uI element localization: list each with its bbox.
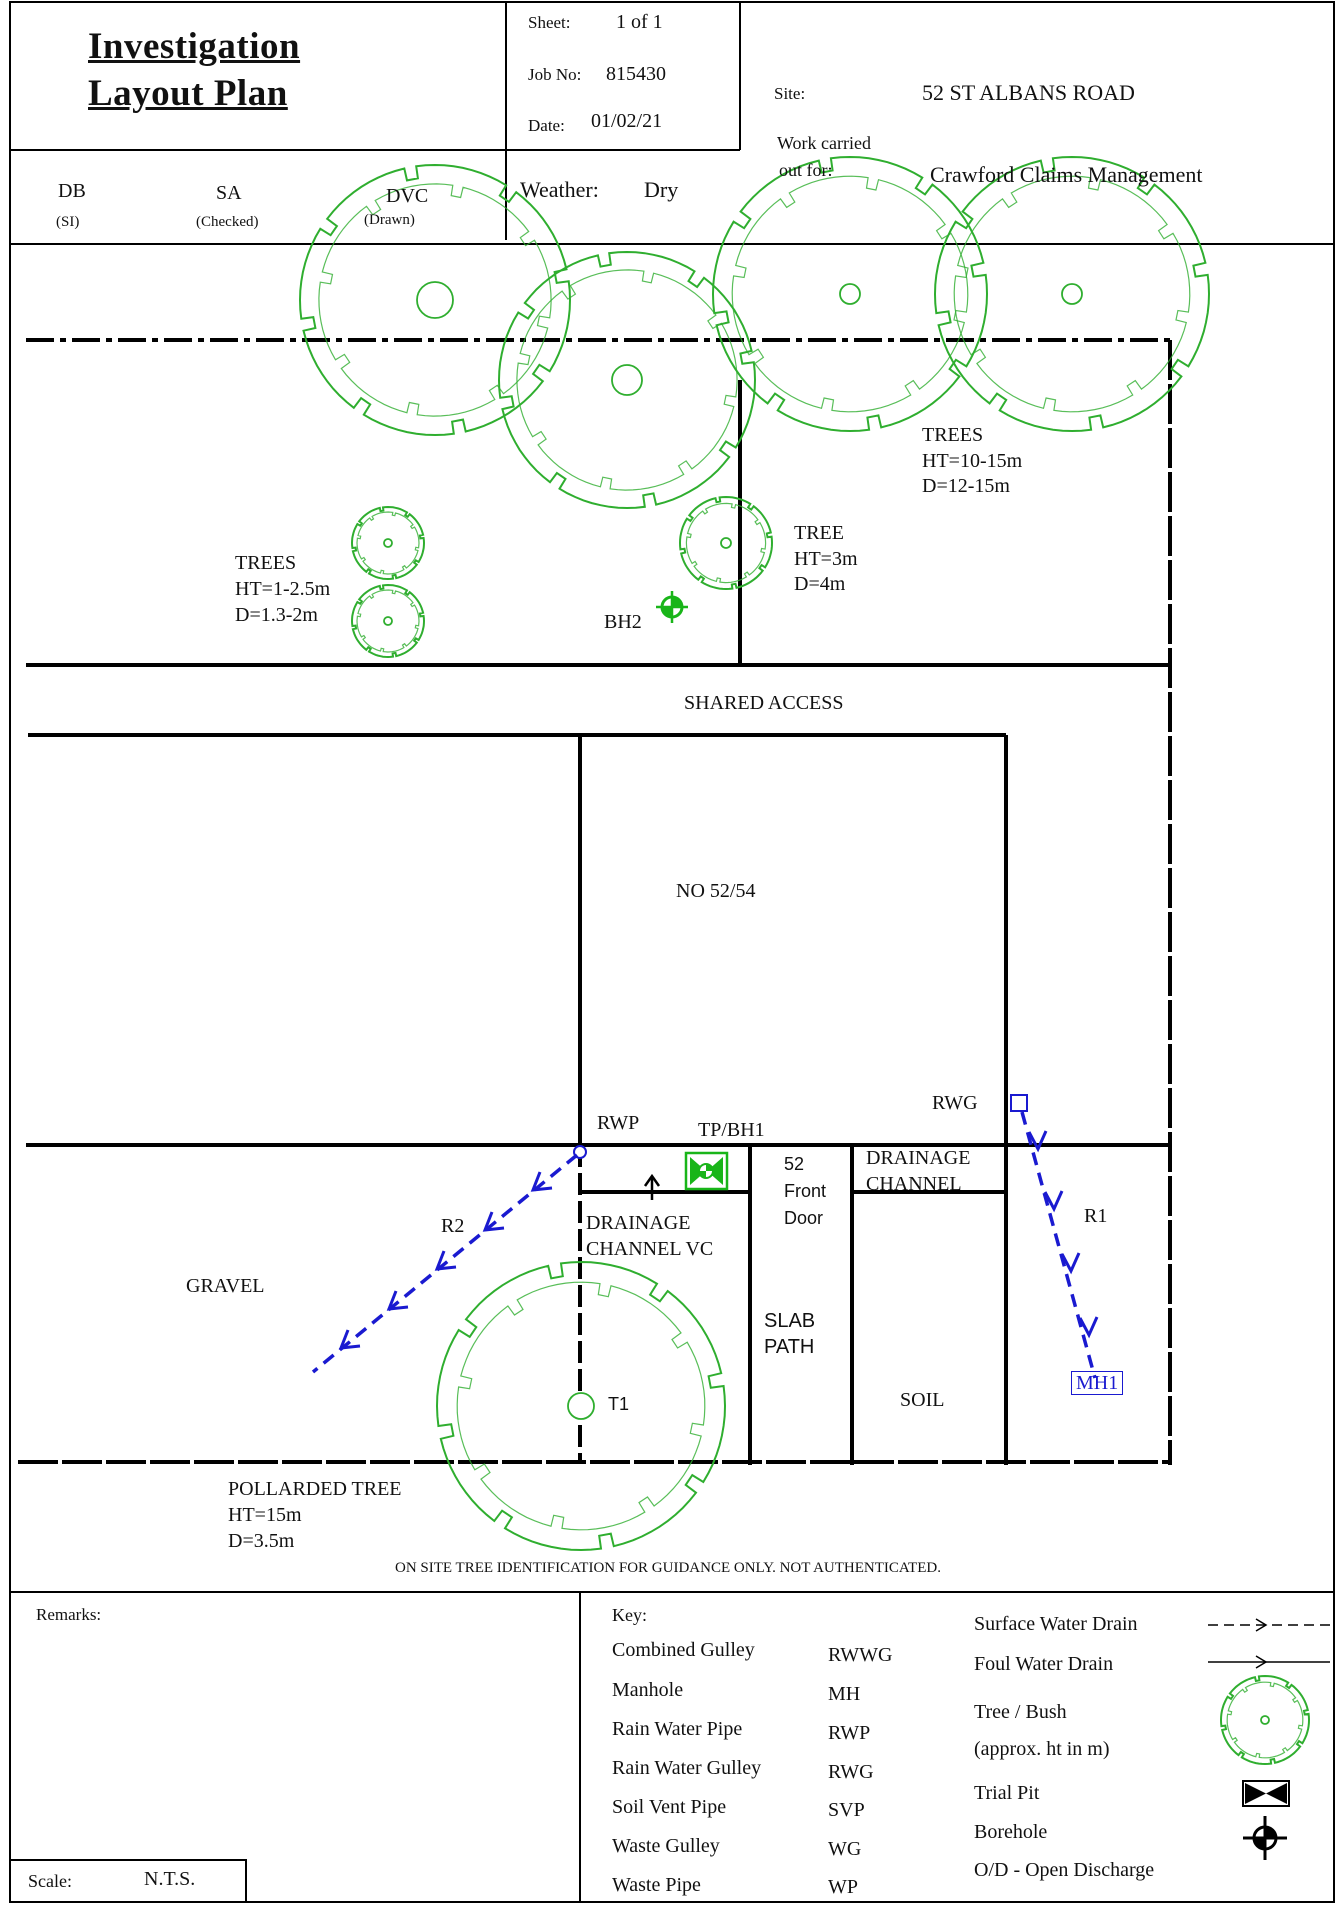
legend-foul-water-label: Foul Water Drain: [974, 1653, 1114, 1675]
legend-tree-bush-icon: [1221, 1676, 1309, 1764]
legend-borehole-icon: [1243, 1816, 1287, 1860]
key-item-name: Waste Pipe: [612, 1874, 701, 1896]
key-item-name: Soil Vent Pipe: [612, 1796, 727, 1818]
staff-drawn-role: (Drawn): [364, 212, 415, 228]
tree-single-label: TREE: [794, 522, 844, 544]
key-item-code: RWWG: [828, 1644, 893, 1666]
bh2-label: BH2: [604, 611, 642, 633]
rwp-label: RWP: [597, 1112, 640, 1134]
gravel-label: GRAVEL: [186, 1275, 265, 1297]
legend-borehole-label: Borehole: [974, 1821, 1048, 1843]
rwg-icon: [1011, 1095, 1027, 1111]
drainage-channel-arrow: [645, 1176, 659, 1200]
legend-tree-bush-note: (approx. ht in m): [974, 1738, 1110, 1760]
key-item-code: WP: [828, 1876, 858, 1898]
staff-checked-role: (Checked): [196, 214, 259, 230]
work-carried-label: Work carried: [777, 133, 871, 153]
soil-label: SOIL: [900, 1389, 945, 1411]
tree-canopy-icon: [300, 165, 570, 435]
r1-label: R1: [1084, 1205, 1108, 1227]
drainage-channel-vc-label-2: CHANNEL VC: [586, 1238, 714, 1260]
pollarded-tree-height: HT=15m: [228, 1504, 302, 1526]
scale-label: Scale:: [28, 1871, 72, 1891]
key-label: Key:: [612, 1605, 647, 1625]
tp-bh1-label: TP/BH1: [698, 1119, 765, 1141]
key-item-name: Combined Gulley: [612, 1639, 755, 1661]
front-door-label-1: Front: [784, 1181, 827, 1201]
sheet-value: 1 of 1: [616, 11, 663, 33]
trees-small-diameter: D=1.3-2m: [235, 604, 318, 626]
weather-label: Weather:: [520, 177, 599, 202]
trees-small-label: TREES: [235, 552, 297, 574]
legend-trial-pit-icon: [1243, 1781, 1289, 1806]
tree-canopy-icon: [680, 497, 772, 589]
tree-single-diameter: D=4m: [794, 573, 846, 595]
remarks-label: Remarks:: [36, 1605, 102, 1624]
tree-canopy-icon: [352, 507, 424, 579]
mh1-manhole-label: MH1: [1071, 1371, 1123, 1395]
date-value: 01/02/21: [591, 110, 663, 132]
job-label: Job No:: [528, 65, 582, 84]
drainage-channel-label-2: CHANNEL: [866, 1173, 962, 1195]
key-item-name: Manhole: [612, 1679, 684, 1701]
title-line-1: Investigation: [88, 26, 301, 67]
front-door-number: 52: [784, 1154, 805, 1174]
tree-canopy-icon: [935, 157, 1209, 431]
tree-canopy-icon: [499, 252, 755, 508]
legend-foul-water-symbol: [1208, 1656, 1330, 1668]
pollarded-tree-diameter: D=3.5m: [228, 1530, 295, 1552]
trees-large-height: HT=10-15m: [922, 450, 1023, 472]
tree-disclaimer: ON SITE TREE IDENTIFICATION FOR GUIDANCE ONLY. NOT AUTHENTICATED.: [395, 1560, 941, 1576]
r1-drain-run: [1022, 1112, 1095, 1378]
drainage-channel-label-1: DRAINAGE: [866, 1147, 971, 1169]
site-label: Site:: [774, 84, 806, 103]
slab-path-label-2: PATH: [764, 1336, 815, 1358]
work-for-value: Crawford Claims Management: [930, 162, 1203, 187]
house-label: NO 52/54: [676, 880, 756, 902]
key-item-code: SVP: [828, 1799, 865, 1821]
tree-canopy-icon: [352, 585, 424, 657]
rwg-label: RWG: [932, 1092, 978, 1114]
key-item-code: RWP: [828, 1722, 871, 1744]
trees-large-label: TREES: [922, 424, 984, 446]
staff-drawn-initials: DVC: [386, 185, 429, 207]
key-item-code: MH: [828, 1683, 861, 1705]
title-line-2: Layout Plan: [88, 73, 288, 114]
legend-surface-water-symbol: [1208, 1619, 1330, 1631]
key-item-name: Rain Water Gulley: [612, 1757, 762, 1779]
weather-value: Dry: [644, 177, 679, 202]
staff-checked-initials: SA: [216, 182, 242, 204]
scale-value: N.T.S.: [144, 1868, 196, 1890]
legend-trial-pit-label: Trial Pit: [974, 1782, 1040, 1804]
pollarded-tree-label: POLLARDED TREE: [228, 1478, 402, 1500]
front-door-label-2: Door: [784, 1208, 824, 1228]
r2-drain-run: [313, 1155, 577, 1372]
key-item-code: WG: [828, 1838, 862, 1860]
legend-surface-water-label: Surface Water Drain: [974, 1613, 1138, 1635]
work-out-for-label: out for:: [779, 160, 833, 180]
slab-path-label-1: SLAB: [764, 1310, 816, 1332]
r1-drain-arrows: [1029, 1131, 1097, 1335]
sheet-label: Sheet:: [528, 13, 571, 32]
tree-single-height: HT=3m: [794, 548, 858, 570]
legend-open-discharge-label: O/D - Open Discharge: [974, 1859, 1155, 1881]
staff-si-initials: DB: [58, 180, 86, 202]
bh2-borehole-icon: [656, 591, 688, 623]
shared-access-label: SHARED ACCESS: [684, 692, 844, 714]
trees-large-diameter: D=12-15m: [922, 475, 1010, 497]
site-value: 52 ST ALBANS ROAD: [922, 80, 1135, 105]
tree-canopies: [300, 157, 1309, 1764]
t1-label: T1: [608, 1394, 630, 1414]
job-value: 815430: [606, 63, 666, 85]
trees-small-height: HT=1-2.5m: [235, 578, 331, 600]
legend-tree-bush-label: Tree / Bush: [974, 1701, 1067, 1723]
key-item-code: RWG: [828, 1761, 874, 1783]
tp-bh1-trial-pit-icon: [686, 1153, 727, 1189]
key-item-name: Rain Water Pipe: [612, 1718, 743, 1740]
staff-si-role: (SI): [56, 214, 80, 230]
drainage-channel-vc-label-1: DRAINAGE: [586, 1212, 691, 1234]
key-item-name: Waste Gulley: [612, 1835, 720, 1857]
r2-label: R2: [441, 1215, 465, 1237]
date-label: Date:: [528, 116, 565, 135]
